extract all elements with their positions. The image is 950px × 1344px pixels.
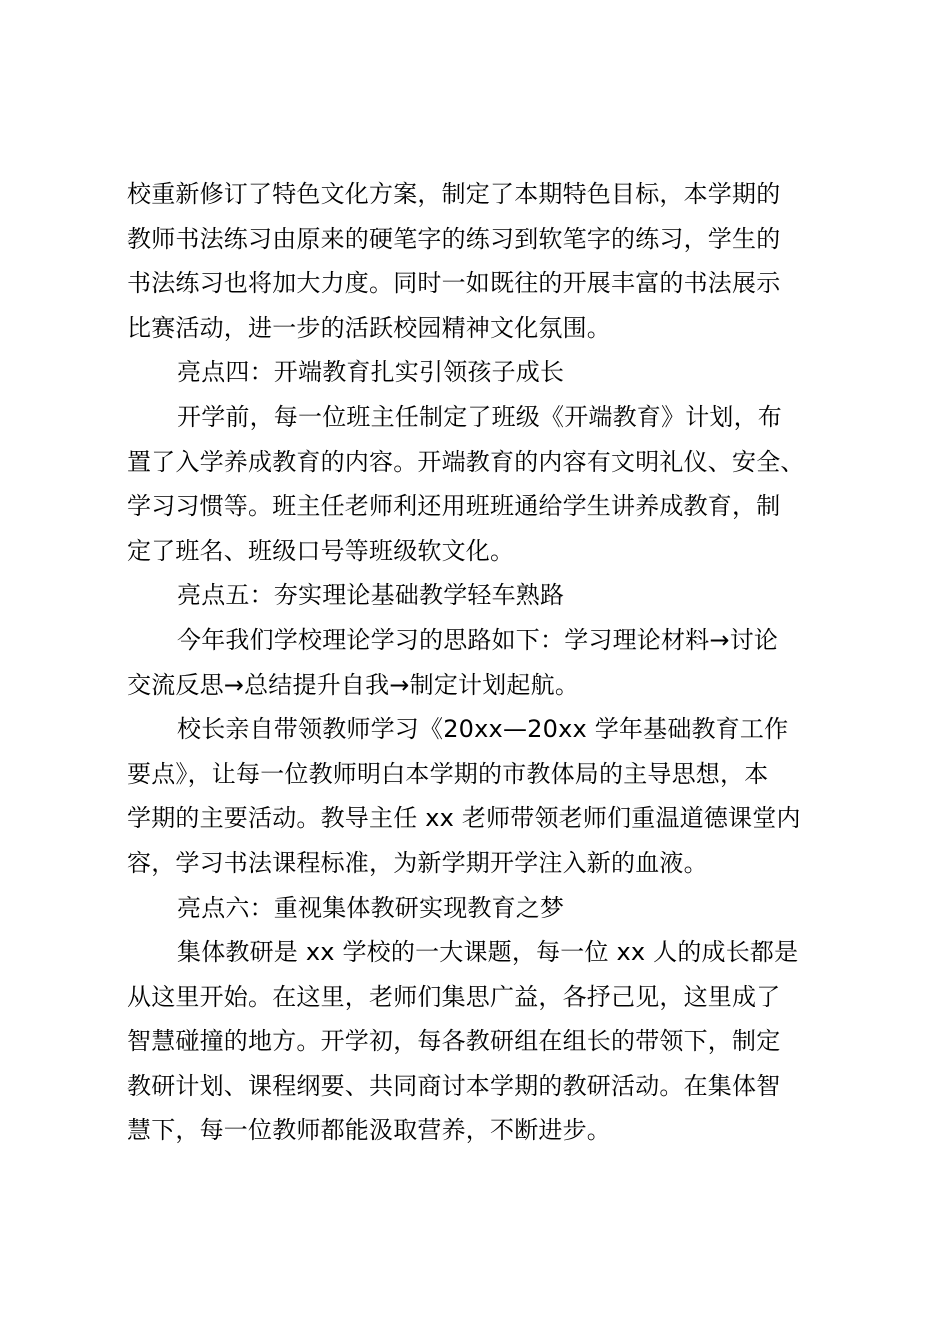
- paragraph-line: 慧下，每一位教师都能汲取营养，不断进步。: [127, 1116, 611, 1145]
- paragraph-line: 学习习惯等。班主任老师利还用班班通给学生讲养成教育，制: [127, 492, 781, 521]
- paragraph-line: 要点》，让每一位教师明白本学期的市教体局的主导思想，本: [127, 759, 769, 788]
- paragraph-line: 校重新修订了特色文化方案，制定了本期特色目标，本学期的: [127, 180, 781, 208]
- paragraph-line: 交流反思→总结提升自我→制定计划起航。: [127, 670, 580, 699]
- paragraph-line: 校长亲自带领教师学习《20xx—20xx 学年基础教育工作: [177, 715, 789, 744]
- section-heading: 亮点四：开端教育扎实引领孩子成长: [177, 358, 565, 387]
- paragraph-line: 教师书法练习由原来的硬笔字的练习到软笔字的练习，学生的: [127, 224, 781, 253]
- section-heading: 亮点五：夯实理论基础教学轻车熟路: [177, 581, 565, 610]
- paragraph-line: 智慧碰撞的地方。开学初，每各教研组在组长的带领下，制定: [127, 1027, 781, 1056]
- paragraph-line: 定了班名、班级口号等班级软文化。: [127, 536, 515, 565]
- paragraph-line: 教研计划、课程纲要、共同商讨本学期的教研活动。在集体智: [127, 1071, 781, 1100]
- paragraph-line: 集体教研是 xx 学校的一大课题，每一位 xx 人的成长都是: [177, 938, 799, 967]
- section-heading: 亮点六：重视集体教研实现教育之梦: [177, 893, 565, 922]
- paragraph-line: 今年我们学校理论学习的思路如下：学习理论材料→讨论: [177, 625, 779, 654]
- paragraph-line: 置了入学养成教育的内容。开端教育的内容有文明礼仪、安全、: [127, 447, 805, 476]
- paragraph-line: 学期的主要活动。教导主任 xx 老师带领老师们重温道德课堂内: [127, 804, 801, 833]
- paragraph-line: 比赛活动，进一步的活跃校园精神文化氛围。: [127, 313, 611, 342]
- paragraph-line: 从这里开始。在这里，老师们集思广益，各抒己见，这里成了: [127, 982, 781, 1011]
- paragraph-line: 开学前，每一位班主任制定了班级《开端教育》计划，布: [177, 402, 782, 431]
- document-body: [127, 172, 835, 1153]
- paragraph-line: 容，学习书法课程标准，为新学期开学注入新的血液。: [127, 848, 708, 877]
- paragraph-line: 书法练习也将加大力度。同时一如既往的开展丰富的书法展示: [127, 269, 781, 298]
